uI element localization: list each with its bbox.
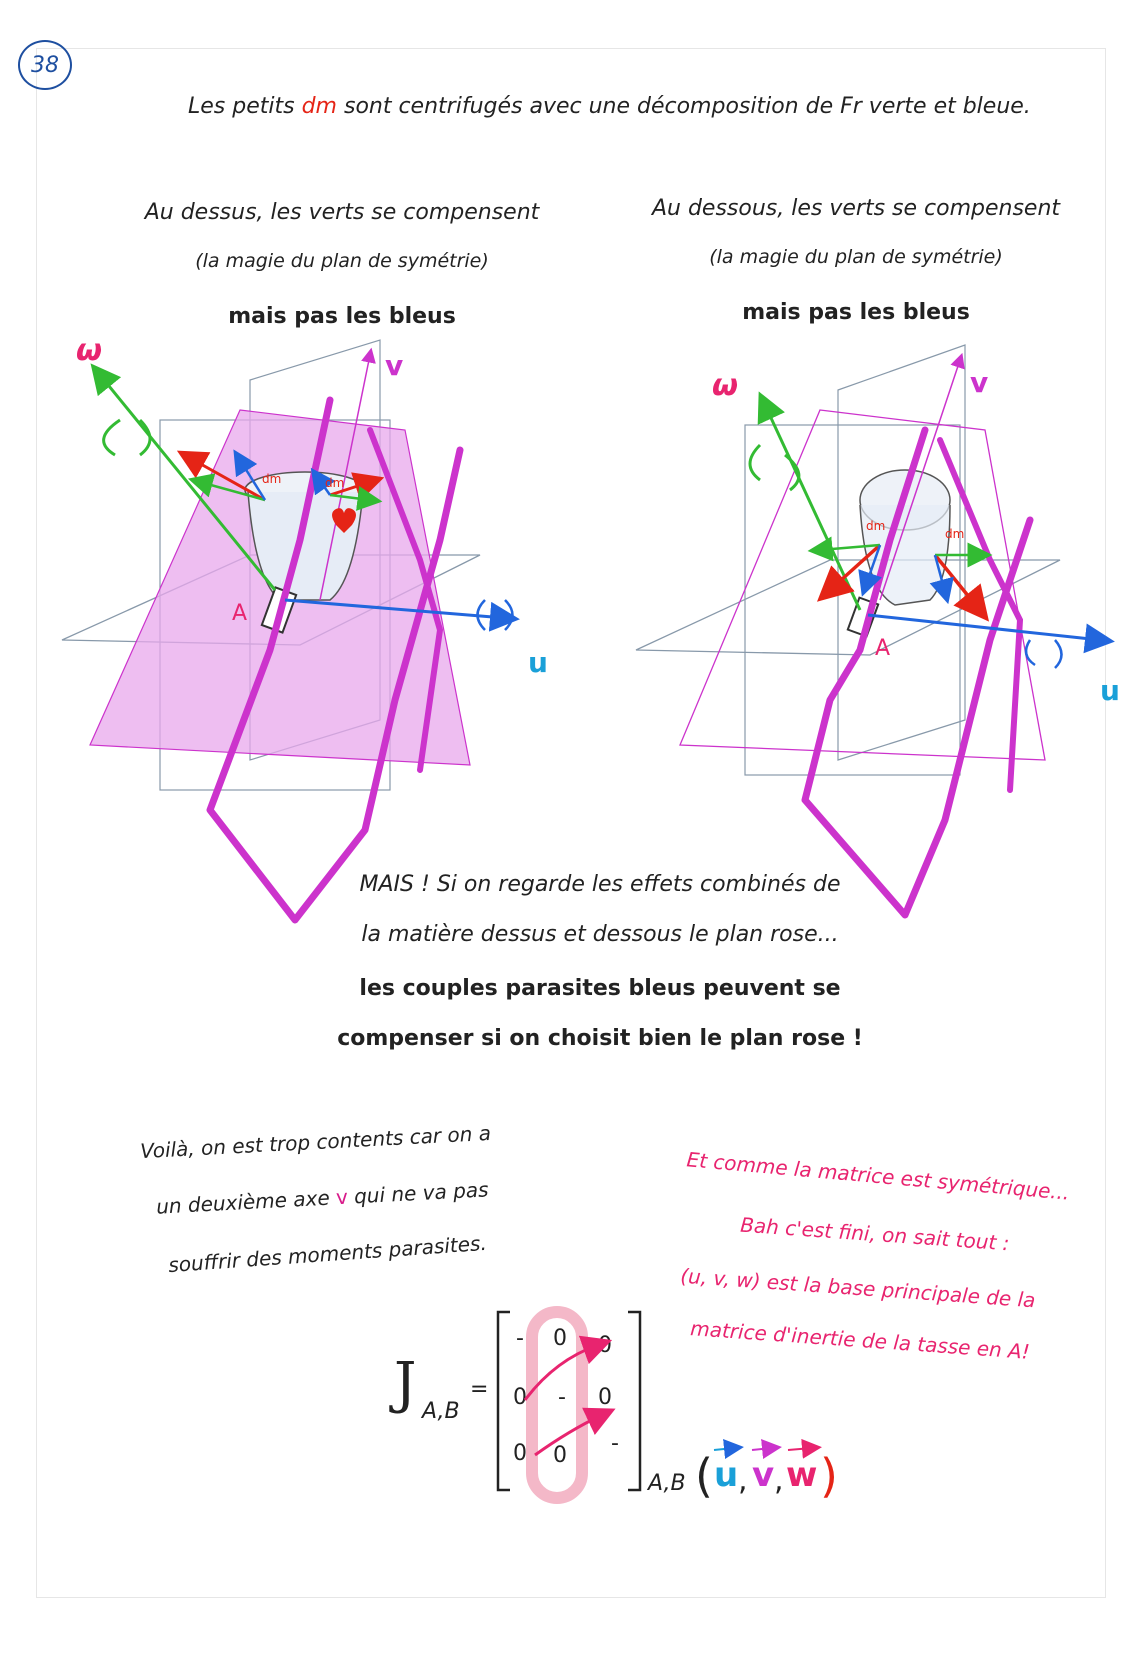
matrix-equals: = — [470, 1377, 489, 1402]
matrix-cell-1-1: - — [558, 1385, 566, 1410]
right-line2: (la magie du plan de symétrie) — [709, 246, 1003, 268]
middle-line2: la matière dessus et dessous le plan rose... — [361, 922, 839, 947]
left-line1: Au dessus, les verts se compensent — [144, 200, 540, 225]
left-dm-label-1: dm — [262, 472, 282, 486]
bottom-left-line2-after: qui ne va pas — [347, 1177, 490, 1209]
matrix-cell-0-1: 0 — [553, 1326, 567, 1351]
matrix-cell-2-2: - — [611, 1431, 619, 1456]
right-u-label: u — [1100, 674, 1120, 707]
bottom-right-line2: Bah c'est fini, on sait tout : — [739, 1212, 1011, 1256]
title-before: Les petits — [188, 94, 302, 119]
right-point-a: A — [875, 636, 891, 661]
matrix-cell-0-2: 0 — [598, 1333, 612, 1358]
matrix-basis-subscript: A,B — [648, 1471, 686, 1496]
middle-line3: les couples parasites bleus peuvent se — [359, 976, 841, 1001]
left-point-a: A — [232, 601, 248, 626]
left-v-label: v — [385, 349, 404, 382]
page-number: 38 — [18, 40, 72, 90]
bottom-left-v: v — [335, 1184, 349, 1210]
right-line3: mais pas les bleus — [742, 300, 970, 325]
bottom-left-line2-before: un deuxième axe — [155, 1185, 337, 1219]
middle-line4: compenser si on choisit bien le plan rose ! — [337, 1026, 863, 1051]
right-dm-label-1: dm — [866, 519, 886, 533]
right-line1: Au dessous, les verts se compensent — [651, 196, 1061, 221]
matrix-right-bracket — [628, 1312, 640, 1490]
basis-u-arrow-icon — [714, 1448, 734, 1450]
bottom-right-line4: matrice d'inertie de la tasse en A! — [689, 1316, 1031, 1364]
left-u-label: u — [528, 646, 548, 679]
matrix-cell-2-0: 0 — [513, 1441, 527, 1466]
matrix-cell-0-0: - — [516, 1326, 524, 1351]
matrix-basis-u: u — [714, 1455, 739, 1495]
left-line2: (la magie du plan de symétrie) — [195, 250, 489, 272]
matrix-symmetry-arrow-2 — [535, 1415, 602, 1455]
title-dm: dm — [301, 94, 337, 119]
matrix-cell-2-1: 0 — [553, 1443, 567, 1468]
matrix-basis-open: ( — [695, 1449, 713, 1503]
matrix-cell-1-2: 0 — [598, 1385, 612, 1410]
basis-w-arrow-icon — [788, 1448, 812, 1450]
matrix-basis-comma-1: , — [738, 1463, 748, 1498]
left-line3: mais pas les bleus — [228, 304, 456, 329]
right-v-label: v — [970, 366, 989, 399]
middle-line1: MAIS ! Si on regarde les effets combinés de — [359, 872, 841, 897]
matrix-basis-comma-2: , — [774, 1463, 784, 1498]
left-dm-label-2: dm — [325, 476, 345, 490]
matrix-basis-w: w — [786, 1455, 818, 1495]
matrix-left-bracket — [498, 1312, 510, 1490]
matrix-basis-close: ) — [820, 1449, 838, 1503]
right-omega-label: ω — [712, 368, 739, 403]
right-dm-label-2: dm — [945, 527, 965, 541]
matrix-cell-1-0: 0 — [513, 1385, 527, 1410]
matrix-subscript: A,B — [422, 1399, 460, 1424]
bottom-right-line1: Et comme la matrice est symétrique... — [685, 1147, 1071, 1205]
left-omega-label: ω — [76, 333, 103, 368]
bottom-left-line1: Voilà, on est trop contents car on a — [139, 1120, 492, 1164]
matrix-symbol: J — [394, 1351, 417, 1416]
bottom-right-line3: (u, v, w) est la base principale de la — [679, 1263, 1037, 1313]
title-after: sont centrifugés avec une décomposition de Fr verte et bleue. — [336, 94, 1031, 119]
basis-v-arrow-icon — [752, 1448, 772, 1450]
matrix-basis-v: v — [752, 1455, 775, 1495]
bottom-left-line3: souffrir des moments parasites. — [167, 1230, 488, 1278]
